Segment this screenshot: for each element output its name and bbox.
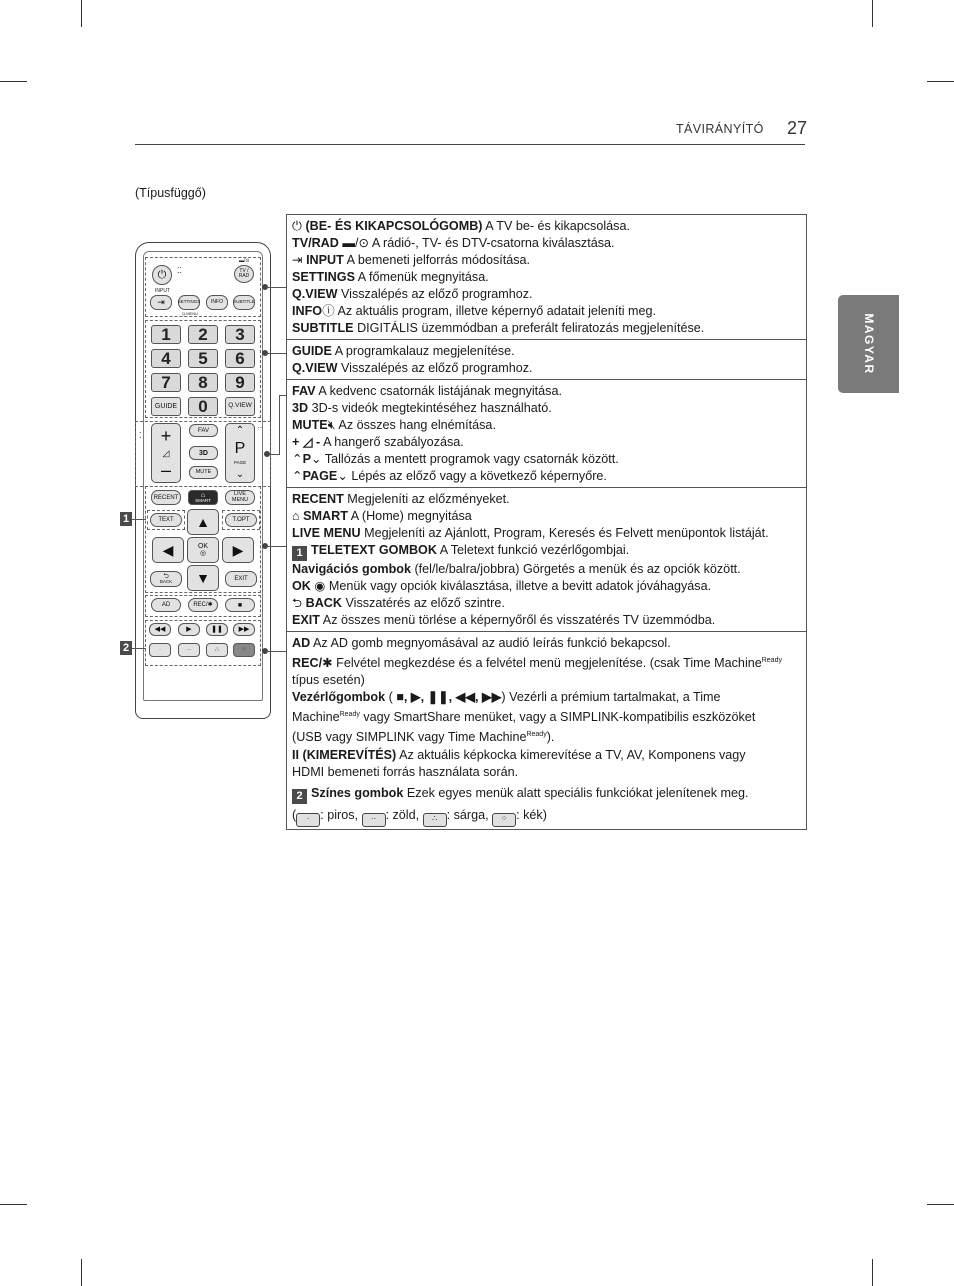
number-button: 4 xyxy=(151,349,181,368)
badge-1: 1 xyxy=(120,512,132,526)
number-button: 2 xyxy=(188,325,218,344)
rec-button: REC/ ✱ xyxy=(188,598,218,612)
crop-mark xyxy=(0,81,27,82)
table-section xyxy=(287,215,806,339)
play-button: ▶ xyxy=(178,623,200,636)
home-icon: ⌂ xyxy=(200,491,206,499)
number-button: 8 xyxy=(188,373,218,392)
chevron-up-icon: ⌃ xyxy=(292,469,303,483)
subtitle-button: SUBTITLE xyxy=(233,295,255,310)
info-icon: ⓘ xyxy=(322,304,335,318)
table-row: HDMI bemeneti forrás használata során. xyxy=(292,764,519,779)
type-note: (Típusfüggő) xyxy=(135,186,206,200)
number-button: 9 xyxy=(225,373,255,392)
tv-radio-icon: ▬/⊙ xyxy=(342,236,370,250)
chevron-up-icon: ⌃ xyxy=(292,452,303,466)
table-row: Machine$^{Ready}$ vagy SmartShare menüket, vagy a SIMPLINK-kompatibilis eszközöket xyxy=(292,710,756,725)
ad-button: AD xyxy=(151,598,181,612)
table-row: (USB vagy SIMPLINK vagy Time Machine$^{Ready}$). xyxy=(292,730,555,745)
table-row: SETTINGS A főmenük megnyitása. xyxy=(292,270,489,284)
callout-line xyxy=(266,651,286,652)
number-button: 5 xyxy=(188,349,218,368)
table-section xyxy=(287,339,806,379)
input-label: INPUT xyxy=(155,288,170,294)
ok-wheel-icon: ◉ xyxy=(314,579,326,593)
table-row: ( · : piros, ·· : zöld, ∴ : sárga, ⁘ : kék) xyxy=(292,807,801,827)
chevron-down-icon: ⌄ xyxy=(310,452,322,466)
crop-mark xyxy=(927,1204,954,1205)
volume-icon: ◿ - xyxy=(302,435,321,449)
table-row: ⌃P⌄ Tallózás a mentett programok vagy csatornák között. xyxy=(292,452,619,466)
table-row: TV/RAD ▬/⊙ A rádió-, TV- és DTV-csatorna kiválasztása. xyxy=(292,236,615,250)
table-section xyxy=(287,379,806,487)
table-row: REC/✱ Felvétel megkezdése és a felvétel menü megjelenítése. (csak Time Machine$^{Ready}$ xyxy=(292,656,782,671)
down-arrow-button: ▼ xyxy=(187,565,219,591)
callout-line xyxy=(132,519,146,520)
table-row: ⮌ BACK Visszatérés az előző szintre. xyxy=(292,596,505,610)
crop-mark xyxy=(927,81,954,82)
callout-line xyxy=(266,287,286,288)
up-arrow-button: ▲ xyxy=(187,509,219,535)
dots-icon: ·· xyxy=(257,423,263,432)
table-row: FAV A kedvenc csatornák listájának megnyitása. xyxy=(292,384,562,398)
info-button: INFO xyxy=(206,295,228,310)
table-row: 3D 3D-s videók megtekintéséhez használható. xyxy=(292,401,552,415)
table-row: típus esetén) xyxy=(292,673,365,688)
settings-button: SETTINGS xyxy=(178,295,200,310)
live-menu-button: LIVE MENU xyxy=(225,490,255,505)
header-rule xyxy=(135,144,805,145)
callout-line xyxy=(132,648,146,649)
table-row: Q.VIEW Visszalépés az előző programhoz. xyxy=(292,361,533,375)
table-row: 1 TELETEXT GOMBOK A Teletext funkció vezérlőgombjai. xyxy=(292,542,801,561)
table-row: SUBTITLE DIGITÁLIS üzemmódban a preferált feliratozás megjelenítése. xyxy=(292,321,705,335)
power-icon: ⏻ xyxy=(292,219,302,233)
3d-icon: 3D xyxy=(292,401,309,415)
table-row: RECENT Megjeleníti az előzményeket. xyxy=(292,492,510,506)
rec-icon: ✱ xyxy=(207,602,213,608)
number-button: 3 xyxy=(225,325,255,344)
3d-button: 3D xyxy=(189,446,218,460)
page-header-title: TÁVIRÁNYÍTÓ xyxy=(676,122,764,136)
table-row: Navigációs gombok (fel/le/balra/jobbra) Görgetés a menük és az opciók között. xyxy=(292,562,741,576)
table-row: LIVE MENU Megjeleníti az Ajánlott, Program, Keresés és Felvett menüpontok listáját. xyxy=(292,526,769,540)
guide-button: GUIDE xyxy=(151,397,181,416)
crop-mark xyxy=(81,0,82,27)
table-row: II (KIMEREVÍTÉS) Az aktuális képkocka kimerevítése a TV, AV, Komponens vagy xyxy=(292,747,746,762)
ok-button: OK ◎ xyxy=(187,537,219,563)
crop-mark xyxy=(0,1204,27,1205)
badge-1: 1 xyxy=(292,546,307,561)
red-button-icon: · xyxy=(296,813,320,827)
badge-2: 2 xyxy=(292,789,307,804)
number-button: 0 xyxy=(188,397,218,416)
power-button: ⏻ xyxy=(152,265,172,285)
tv-rad-button: TV / RAD xyxy=(234,265,254,283)
yellow-button: ∴ xyxy=(206,643,228,657)
exit-button: EXIT xyxy=(225,571,257,587)
remote-illustration xyxy=(135,242,271,719)
table-row: MUTE🔇︎ Az összes hang elnémítása. xyxy=(292,418,496,432)
input-icon: ⇥ xyxy=(292,253,303,267)
blue-button: ⁘ xyxy=(233,643,255,657)
topt-button: T.OPT xyxy=(225,513,257,527)
recent-button: RECENT xyxy=(151,490,181,505)
callout-line xyxy=(279,395,286,396)
table-row: ⏻ (BE- ÉS KIKAPCSOLÓGOMB) A TV be- és kikapcsolása. xyxy=(292,219,630,233)
dots-icon: ⁚ xyxy=(139,431,142,440)
table-row: OK ◉ Menük vagy opciók kiválasztása, illetve a bevitt adatok jóváhagyása. xyxy=(292,579,712,593)
callout-line xyxy=(266,546,286,547)
input-button: ⇥ xyxy=(150,295,172,310)
table-row: INFOⓘ Az aktuális program, illetve képernyő adatait jeleníti meg. xyxy=(292,304,656,318)
crop-mark xyxy=(872,0,873,27)
crop-mark xyxy=(81,1259,82,1286)
right-arrow-button: ▶ xyxy=(222,537,254,563)
number-button: 6 xyxy=(225,349,255,368)
crop-mark xyxy=(872,1259,873,1286)
callout-line xyxy=(279,395,280,455)
rewind-button: ◀◀ xyxy=(149,623,171,636)
text-button: TEXT xyxy=(150,513,182,527)
smart-button: ⌂ SMART xyxy=(188,490,218,505)
number-button: 7 xyxy=(151,373,181,392)
table-row: EXIT Az összes menü törlése a képernyőről és visszatérés TV üzemmódba. xyxy=(292,613,716,627)
fav-button: FAV xyxy=(189,424,218,437)
table-row: ⌂ SMART A (Home) megnyitása xyxy=(292,509,472,523)
tv-rad-icon: ▬/⊙ xyxy=(239,258,250,264)
back-button: ⮌ BACK xyxy=(150,571,182,587)
yellow-button-icon: ∴ xyxy=(423,813,447,827)
blue-button-icon: ⁘ xyxy=(492,813,516,827)
button-description-table xyxy=(286,214,807,830)
red-button: · xyxy=(149,643,171,657)
table-row: AD Az AD gomb megnyomásával az audió leírás funkció bekapcsol. xyxy=(292,636,671,650)
volume-rocker: + ◿ – xyxy=(151,423,181,483)
qview-button: Q.VIEW xyxy=(225,397,255,416)
rec-icon: ✱ xyxy=(322,656,333,671)
table-row: GUIDE A programkalauz megjelenítése. xyxy=(292,344,515,358)
green-button-icon: ·· xyxy=(362,813,386,827)
table-section xyxy=(287,631,806,829)
number-button: 1 xyxy=(151,325,181,344)
mute-icon: 🔇︎ xyxy=(327,418,336,432)
fast-forward-button: ▶▶ xyxy=(233,623,255,636)
ok-wheel-icon: ◎ xyxy=(199,550,207,557)
callout-line xyxy=(266,353,286,354)
left-arrow-button: ◀ xyxy=(152,537,184,563)
green-button: ·· xyxy=(178,643,200,657)
table-row: Q.VIEW Visszalépés az előző programhoz. xyxy=(292,287,533,301)
table-row: Vezérlőgombok ( ■, ▶, ❚❚, ◀◀, ▶▶) Vezérli a prémium tartalmakat, a Time xyxy=(292,690,721,705)
program-rocker: ⌃ P PAGE ⌄ xyxy=(225,423,255,483)
back-icon: ⮌ xyxy=(292,596,303,610)
pause-button: ❚❚ xyxy=(206,623,228,636)
page-number: 27 xyxy=(787,118,808,138)
mute-button: MUTE xyxy=(189,466,218,479)
badge-2: 2 xyxy=(120,641,132,655)
language-tab: MAGYAR xyxy=(838,295,899,393)
home-icon: ⌂ xyxy=(292,509,300,523)
table-row: ⇥ INPUT A bemeneti jelforrás módosítása. xyxy=(292,253,531,267)
qmenu-label: Q.MENU xyxy=(182,311,198,316)
dots-icon: ⁚⁚ xyxy=(177,266,183,275)
playback-icons: ■, ▶, ❚❚, ◀◀, ▶▶ xyxy=(396,690,502,705)
table-row: ⌃PAGE⌄ Lépés az előző vagy a következő képernyőre. xyxy=(292,469,607,483)
table-row: 2 Színes gombok Ezek egyes menük alatt speciális funkciókat jelenítenek meg. xyxy=(292,785,801,804)
chevron-down-icon: ⌄ xyxy=(337,469,348,483)
back-icon: ⮌ xyxy=(163,573,169,581)
table-section xyxy=(287,487,806,631)
stop-button: ■ xyxy=(225,598,255,612)
table-row: + ◿ - A hangerő szabályozása. xyxy=(292,435,464,449)
